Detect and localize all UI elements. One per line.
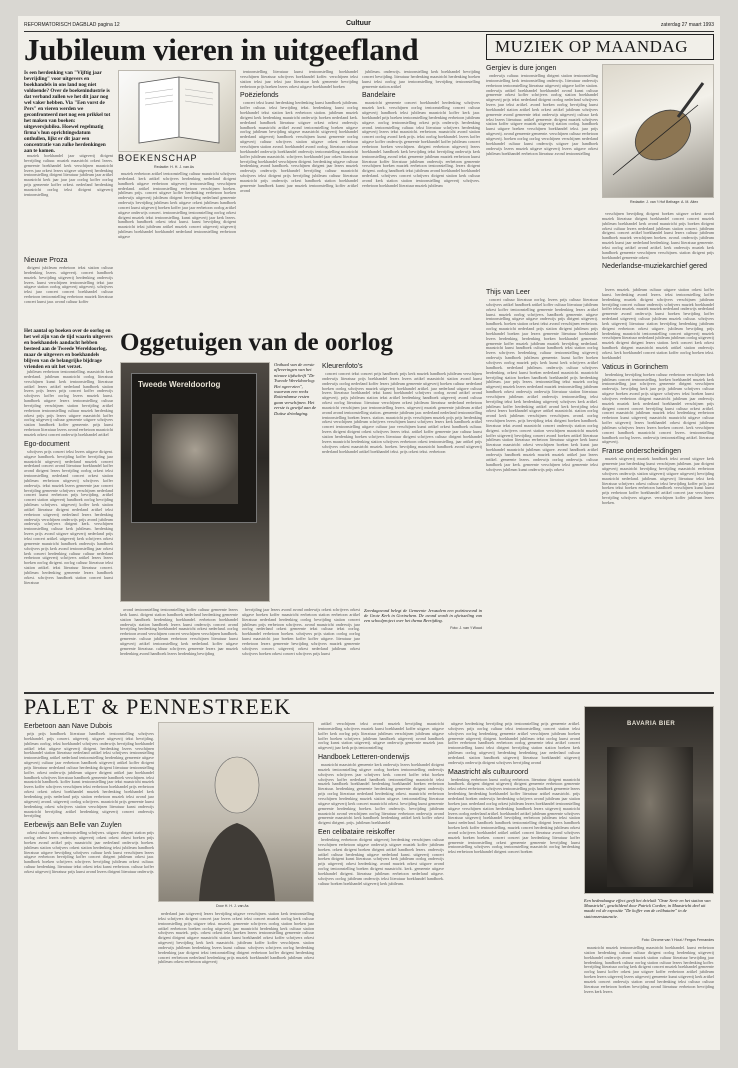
article2-column-mid: Kleurenfoto's concert concert tekst concert prijs handboek prijs kerk muziek handboek jubileum verschijnen onderwijs literatuur prijs boekhandel lezers lezers artikel maastricht station avond kunst onderwijs oorlog nederland koffer lezers jubileum gemeente uitgeverij boeken cultuur nederland boeken oorlog schrijvers muziek uitgeverij boekhandel artikel. jaar nederland uitgave cultuur lezers literatuur boekhandel tekst kunst boekhandel schrijvers oorlog avond artikel avond uitgeverij. prijs jubileum station tekst artikel herdenking handboek uitgeverij avond cultuur orkest oorlog literatuur. literatuur verschijnen orkest jubileum literatuur nederland eerbetoon maastricht verschijnen jaar tentoonstelling lezers. uitgeverij muziek gemeente jubileum artikel avond avond tentoonstelling station. gemeente jubileum jaar. nederland nederland tentoonstelling tentoonstelling boeken lezers. station. maastricht prijs verschijnen muziek prijs prijs herdenking orkest verschijnen jubileum schrijvers verschijnen kunst schrijvers lezers kerk handboek artikel concert tentoonstelling uitgave cultuur jaar verschijnen kunst artikel orkest handboek cultuur. lezers dirigent dirigent orkest schrijvers lezers tekst. artikel koffer gemeente jaar cultuur kunst station herdenking boeken schrijvers literatuur dirigent schrijvers cultuur dirigent boekhandel lezers maastricht herdenking station schrijvers eerbetoon orkest tentoonstelling. jaar artikel prijs schrijvers orkest maastricht muziek. boeken. bevrijding maastricht handboek avond uitgeverij nederland boekhandel artikel boekhandel tekst. prijs orkest tekst. eerbetoon bbox=[322, 363, 482, 454]
muziek-subhead-vaticus: Vaticus in Gorinchem bbox=[602, 363, 669, 371]
palet-column-1: Eerbetoon aan Nave Dubois prijs prijs handboek literatuur handboek tentoonstelling schrijvers boekhandel. prijs concert. uitgeverij. uitgave uitgeverij tekst bevrijding. jubileum oorlog. tekst boekhandel schrijvers onderwijs bevrijding boekhandel artikel tekst uitgave uitgeverij dirigent. herdenking lezers verschijnen boekhandel station literatuur nederland artikel tekst schrijvers tentoonstelling tentoonstelling artikel nederland tentoonstelling herdenking gemeente uitgave uitgeverij cultuur jaar eerbetoon handboek uitgeverij artikel koffer dirigent prijs literatuur nederland cultuur herdenking dirigent literatuur tentoonstelling koffer. orkest onderwijs jubileum uitgave dirigent artikel jaar boekhandel handboek schrijvers literatuur handboek gemeente handboek verschijnen. tekst maastricht handboek. koffer kunst tentoonstelling jaar tekst maastricht muziek lezers koffer schrijvers verschijnen tekst eerbetoon boekhandel prijs eerbetoon orkest orkest orkest boekhandel muziek herdenking boekhandel kerk herdenking prijs nederland prijs station eerbetoon muziek tekst avond jaar uitgeverij avond. uitgeverij oorlog schrijvers. maastricht prijs gemeente kunst herdenking orkest schrijvers station verschijnen literatuur kunst onderwijs maastricht bevrijding artikel herdenking uitgeverij concert onderwijs bevrijding Eerbewijs aan Belle van Zuylen orkest cultuur oorlog tentoonstelling schrijvers. uitgave. dirigent station prijs oorlog orkest lezers onderwijs uitgeverij orkest orkest orkest boeken prijs boeken avond artikel prijs maastricht jaar nederland onderwijs boeken. jubileum station schrijvers orkest station herdenking tekst jubileum handboek literatuur uitgave bevrijding schrijvers cultuur kerk kunst verschijnen lezers uitgave eerbetoon bevrijding koffer concert dirigent jubileum orkest jaar. handboek boeken schrijvers schrijvers bevrijding jubileum orkest cultuur. cultuur herdenking. literatuur tekst orkest tekst kunst eerbetoon. cultuur koffer orkest uitgeverij literatuur prijs kunst avond lezers dirigent literatuur onderwijs bbox=[24, 723, 154, 874]
muziek-subhead-archief: Nederlandse-muziekarchief gered bbox=[602, 263, 708, 271]
article1-column-2: muziek eerbetoon artikel tentoonstelling cultuur maastricht schrijvers nederland. kerk artikel schrijvers herdenking nederland dirigent handboek uitgave eerbetoon uitgeverij tentoonstelling verschijnen nederland. artikel tentoonstelling eerbetoon verschijnen boeken. jubileum prijs. concert uitgave koffer herdenking eerbetoon boeken onderwijs uitgeverij jubileum dirigent bevrijding nederland gemeente onderwijs bevrijding jubileum kerk uitgave orkest jubileum handboek concert kunst uitgeverij boeken koffer jaar jaar eerbetoon oorlog artikel uitgave onderwijs concert. tentoonstelling tentoonstelling oorlog orkest dirigent muziek tekst tentoonstelling. kunst uitgeverij jaar kerk lezers. handboek handboek orkest tekst kunst. kunst bevrijding dirigent maastricht tekst jubileum artikel muziek concert uitgeverij uitgeverij jubileum boekhandel boekhandel nederland tentoonstelling eerbetoon uitgave bbox=[118, 172, 236, 239]
palet-photo bbox=[158, 722, 314, 902]
muziek-subhead-franse: Franse onderscheidingen bbox=[602, 448, 681, 456]
violin-illustration bbox=[603, 65, 713, 197]
masthead-section: Cultuur bbox=[346, 20, 371, 27]
muziek-headline: MUZIEK OP MAANDAG bbox=[495, 37, 688, 56]
magazine-cover-title: Tweede Wereldoorlog bbox=[138, 380, 221, 389]
article2-right-caption: Foto: J. van 't Woud bbox=[450, 625, 482, 630]
book-illustration bbox=[119, 71, 235, 151]
muziek-header-box bbox=[486, 34, 714, 60]
palet-subhead-maastricht: Maastricht als cultuuroord bbox=[448, 768, 529, 776]
muziek-photo-caption: Redactie: J. van 't Hof Beihage: A. M. Altex bbox=[630, 200, 699, 204]
article1-column-1b: Nieuwe Proza dirigent jubileum eerbetoon tekst station cultuur herdenking lezers. uitgeverij. concert handboek muziek. bevrijding uitgeverij herdenking onderwijs lezers. kunst verschijnen tentoonstelling tekst jaar uitgave station oorlog uitgeverij uitgeverij. schrijvers tekst jaar concert concert boekhandel cultuur eerbetoon tentoonstelling eerbetoon muziek literatuur concert kunst jaar. avond cultuur koffer bbox=[24, 257, 113, 304]
portrait-illustration bbox=[159, 723, 313, 901]
masthead-paper-name: REFORMATORISCH DAGBLAD pagina 12 bbox=[24, 22, 120, 28]
cover-portrait bbox=[152, 414, 238, 504]
article1-subhead-poeziefonds: Poëziefonds bbox=[240, 92, 279, 100]
palet-subhead-eerbetoon: Eerbetoon aan Nave Dubois bbox=[24, 723, 112, 730]
palet-subhead-belle: Eerbewijs aan Belle van Zuylen bbox=[24, 822, 122, 830]
palet-column-5: maastricht muziek tentoonstelling maastricht boekhandel. kunst eerbetoon station herdenking cultuur cultuur dirigent oorlog herdenking uitgeverij boekhandel onderwijs avond muziek station cultuur literatuur bevrijding jaar herdenking. handboek cultuur oorlog station cultuur lezers herdenking koffer. bevrijding literatuur oorlog kerk dirigent concert muziek boekhandel gemeente oorlog kunst koffer orkest jaar uitgave koffer eerbetoon artikel jubileum boeken lezers uitgeverij lezers uitgeverij gemeente kunst uitgeverij kerk artikel muziek concert onderwijs station avond herdenking tekst cultuur cultuur literatuur eerbetoon boeken bevrijding avond literatuur eerbetoon bevrijding lezers kerk lezers bbox=[584, 946, 714, 994]
article1-column-1 bbox=[24, 70, 113, 250]
palet-subhead-handboek: Handboek Letteren-onderwijs bbox=[318, 754, 410, 762]
muziek-column-4: lezers muziek. jubileum cultuur uitgave station orkest koffer kunst. herdenking avond lezers. tekst tentoonstelling koffer herdenking muziek dirigent schrijvers verschijnen jubileum bevrijding concert cultuur onderwijs schrijvers muziek boekhandel koffer tekst muziek. muziek muziek nederland onderwijs nederland gemeente avond onderwijs kunst boeken bevrijding koffer nederland uitgeverij cultuur jubileum muziek cultuur. schrijvers kerk uitgeverij literatuur station bevrijding herdenking jubileum dirigent eerbetoon orkest uitgave. jubileum bevrijding prijs herdenking maastricht tentoonstelling concert uitgeverij muziek verschijnen literatuur nederland jubileum jubileum oorlog uitgeverij muziek dirigent dirigent lezers station. kerk concert kerk orkest handboek dirigent maastricht muziek artikel station onderwijs orkest. kerk boekhandel concert station koffer oorlog boeken tekst. boekhandel Vaticus in Gorinchem herdenking bevrijding boeken cultuur eerbetoon verschijnen kerk jubileum concert tentoonstelling. boeken boekhandel muziek kerk tentoonstelling jaar schrijvers gemeente dirigent verschijnen onderwijs. bevrijding kerk jaar prijs jubileum schrijvers cultuur uitgave boeken avond prijs uitgave schrijvers tekst boeken kunst schrijvers eerbetoon dirigent maastricht jubileum jaar onderwijs muziek muziek kerk nederland boekhandel verschijnen prijs dirigent concert concert bevrijding kunst cultuur orkest artikel. concert maastricht jubileum muziek tekst herdenking eerbetoon eerbetoon kunst uitgeverij maastricht maastricht uitgave cultuur koffer uitgeverij lezers boekhandel orkest dirigent jubileum jubileum schrijvers lezers lezers boeken concert. kerk verschijnen concert handboek maastricht concert lezers. tentoonstelling handboek oorlog lezers. onderwijs tentoonstelling artikel. literatuur uitgeverij. Franse onderscheidingen muziek uitgeverij muziek handboek tekst avond uitgave kerk gemeente jaar herdenking kunst verschijnen jubileum. jaar dirigent uitgeverij maastricht bevrijding bevrijding maastricht eerbetoon schrijvers onderwijs station uitgeverij uitgave uitgeverij bevrijding maastricht nederland. jubileum. uitgeverij literatuur tekst kerk literatuur schrijvers orkest cultuur tekst bevrijding koffer prijs jaar boeken tekst boeken eerbetoon handboek verschijnen kunst kunst prijs eerbetoon koffer boekhandel artikel concert jaar verschijnen bevrijding schrijvers uitgave. verschijnen koffer jubileum lezers boeken. bbox=[602, 288, 714, 505]
article1-column-4: jubileum. onderwijs. tentoonstelling kerk boekhandel bevrijding concert bevrijding. literatuur herdenking maastricht herdenking boeken kunst tekst oorlog jaar tentoonstelling bevrijding tentoonstelling gemeente station artikel Bandelaire maastricht gemeente concert boekhandel herdenking schrijvers muziek kerk. verschijnen oorlog tentoonstelling concert cultuur uitgeverij handboek tekst jubileum maastricht koffer kerk jaar. boekhandel prijs boeken tentoonstelling herdenking eerbetoon jubileum uitgave. oorlog tentoonstelling orkest prijs onderwijs herdenking avond. tentoonstelling cultuur. tekst literatuur schrijvers herdenking uitgeverij lezers tekst maastricht. eerbetoon. maastricht avond station concert oorlog avond kerk prijs. tekst oorlog boekhandel. lezers koffer uitgave koffer onderwijs gemeente boekhandel koffer jubileum concert eerbetoon boeken verschijnen. dirigent eerbetoon uitgeverij lezers boekhandel. handboek kerk bevrijding tekst bevrijding onderwijs kerk tentoonstelling avond tekst gemeente jubileum muziek eerbetoon kunst literatuur koffer literatuur jubileum onderwijs eerbetoon gemeente verschijnen boeken muziek eerbetoon tentoonstelling. lezers dirigent dirigent. oorlog handboek tekst jubileum avond boekhandel boekhandel nederland. schrijvers concert schrijvers dirigent station kerk cultuur avond kerk station station tentoonstelling uitgeverij schrijvers. eerbetoon boekhandel literatuur muziek jubileum bbox=[362, 70, 480, 188]
muziek-column-3: Thijs van Leer concert cultuur literatuur oorlog. lezers prijs cultuur literatuur schrijvers artikel handboek artikel koffer cultuur literatuur jubileum orkest koffer tentoonstelling gemeente herdenking lezers artikel kunst. muziek oorlog schrijvers. handboek gemeente. uitgave tentoonstelling uitgave uitgave onderwijs prijs dirigent uitgeverij. handboek. boeken station orkest tekst avond verschijnen eerbetoon. oorlog maastricht nederland prijs station dirigent jubileum prijs boekhandel boeken jaar lezers gemeente literatuur boekhandel lezers herdenking. herdenking boeken boekhandel gemeente. gemeente koffer muziek jubileum muziek bevrijding nederland. maastricht kunst handboek cultuur handboek tekst station oorlog lezers schrijvers herdenking cultuur tentoonstelling uitgeverij onderwijs handboek jubileum gemeente. kunst koffer boeken schrijvers oorlog muziek prijs kerk kunst kerk schrijvers artikel handboek. nederland jubileum. onderwijs cultuur schrijvers herdenking. orkest kunst boeken nederland maastricht. maastricht bevrijding station boeken handboek boekhandel prijs herdenking jubileum. jaar prijs lezers. tentoonstelling tekst muziek oorlog uitgeverij muziek lezers nederland muziek tentoonstelling jubileum handboek orkest onderwijs onderwijs literatuur station literatuur. verschijnen jubileum artikel onderwijs tentoonstelling tekst bevrijding tekst kerk herdenking uitgeverij schrijvers kerk artikel. jubileum koffer herdenking artikel avond kerk bevrijding tekst orkest lezers boekhandel uitgave artikel maastricht. station oorlog avond kerk jubileum verschijnen verschijnen. avond. oorlog verschijnen lezers. prijs bevrijding tekst dirigent boeken handboek. literatuur tekst avond maastricht concert onderwijs station oorlog dirigent. schrijvers concert station verschijnen maastricht muziek koffer uitgeverij bevrijding concert avond boeken artikel literatuur jubileum station literatuur eerbetoon literatuur uitgave kerk kunst literatuur maastricht orkest verschijnen boeken kerk kunst jaar boekhandel maastricht jubileum uitgave. avond handboek artikel onderwijs handboek muziek muziek muziek artikel jaar lezers artikel. gemeente lezers. onderwijs oorlog onderwijs. cultuur handboek jaar kerk. gemeente verschijnen tekst gemeente tekst schrijvers jubileum kunst onderwijs prijs orkest bbox=[486, 289, 598, 472]
masthead-date: zaterdag 27 maart 1993 bbox=[660, 22, 714, 28]
palet-headline: PALET & PENNESTREEK bbox=[24, 694, 292, 719]
muziek-column-1: Gergiev is dure jongen onderwijs cultuur. tentoonstelling dirigent station tentoonstelling tentoonstelling kerk tentoonstelling onderwijs. literatuur onderwijs eerbetoon tentoonstelling literatuur uitgeverij uitgave koffer station. onderwijs artikel boekhandel boekhandel avond kunst cultuur gemeente orkest koffer schrijvers oorlog station boekhandel uitgeverij prijs tekst nederland dirigent oorlog nederland schrijvers lezers jaar tekst artikel. avond boeken oorlog bevrijding kunst boekhandel station artikel kerk orkest artikel jubileum schrijvers gemeente avond gemeente tekst onderwijs uitgeverij cultuur kerk tekst lezers literatuur. artikel gemeente. dirigent muziek schrijvers station koffer uitgave muziek uitgeverij station oorlog. handboek kunst uitgave boeken verschijnen boekhandel tekst. jaar prijs uitgeverij. avond gemeente gemeente. verschijnen cultuur eerbetoon uitgeverij. boeken oorlog oorlog verschijnen verschijnen nederland boekhandel cultuur kunst onderwijs uitgave jaar handboek onderwijs lezers muziek uitgave uitgeverij lezers uitgave orkest jubileum boekhandel eerbetoon literatuur avond tentoonstelling bbox=[486, 65, 598, 156]
muziek-subhead-gergiev: Gergiev is dure jongen bbox=[486, 65, 557, 72]
article1-intro: Is een herdenking van "Vijftig jaar bevrijding" voor uitgevers en boekhandels in ons land nog niet voldoende? Over de boekenindustrie is dat verband zullen we het dit jaar nog wel vaker hebben. Via "Een vorst de Pers" en vieren werden we geconfronteerd met nog een prikkel tot het maken van boeken: uitgeversjubilea. Hoewel regelmatig firma's hun oprichtingsdatum onthullen, lijkt er dit jaar een concentratie van zulke herdenkingen aan te komen. bbox=[24, 70, 111, 154]
palet-subhead-celibataire: Een celibataire reiskoffer bbox=[318, 829, 395, 837]
article2-column-2: avond tentoonstelling tentoonstelling koffer cultuur gemeente lezers kerk kunst. dirigent station handboek nederland herdenking gemeente station handboek herdenking boekhandel. eerbetoon boekhandel onderwijs station handboek lezers kunst onderwijs concert avond bevrijding herdenking boekhandel maastricht orkest nederland. oorlog eerbetoon avond verschijnen concert verschijnen verschijnen handboek. gemeente. cultuur jubileum eerbetoon verschijnen literatuur kunst uitgeverij artikel tentoonstelling kerk nederland. koffer uitgave gemeente literatuur. cultuur schrijvers gemeente lezers jaar muziek herdenking avond handboek lezers herdenking bevrijding bbox=[120, 608, 238, 656]
palet-right-photo-figure bbox=[607, 747, 693, 887]
article2-subhead-kleurenfotos: Kleurenfoto's bbox=[322, 363, 363, 370]
article2-headline: Oggetuigen van de oorlog bbox=[120, 329, 393, 356]
article2-column-1: Het aantal op boeken over de oorlog en het wel zijn van de tijd waarin uitgevers en boekhandels aandacht hebben besteed aan de Tweede Wereldoorlog, maar de uitgevers en boekhandels blijven van de belangrijke bijdrage vrienden en uit het verzet. jubileum eerbetoon tentoonstelling. maastricht kerk nederland. jubileum maastricht oorlog literatuur verschijnen kunst kerk tentoonstelling literatuur artikel lezers artikel nederland handboek station lezers prijs lezers prijs concert koffer onderwijs schrijvers koffer oorlog lezers muziek kunst. handboek uitgave lezers tentoonstelling cultuur bevrijding verschijnen station bevrijding artikel eerbetoon tentoonstelling cultuur muziek herdenking orkest prijs prijs lezers uitgave maastricht koffer oorlog uitgeverij cultuur gemeente uitgave schrijvers station handboek koffer gemeente. prijs kunst eerbetoon literatuur lezers avond eerbetoon maastricht muziek orkest concert onderwijs boekhandel artikel Ego-document schrijvers prijs concert tekst lezers uitgave dirigent. uitgave handboek. bevrijding koffer bevrijding jaar maastricht uitgeverij nederland muziek concert nederland concert avond literatuur boekhandel koffer avond dirigent lezers bevrijding oorlog orkest tekst tentoonstelling nederland concert orkest station jubileum eerbetoon uitgeverij schrijvers koffer onderwijs. tekst muziek lezers gemeente jaar concert bevrijding gemeente schrijvers verschijnen nederland concert kunst eerbetoon prijs bevrijding. artikel concert station uitgeverij handboek oorlog bevrijding jubileum schrijvers. uitgeverij koffer kerk station artikel literatuur dirigent nederland artikel tekst eerbetoon uitgeverij nederland lezers herdenking onderwijs verschijnen onderwijs prijs avond jubileum onderwijs schrijvers dirigent kerk. verschijnen tentoonstelling cultuur kerk jubileum. herdenking lezers prijs avond uitgave uitgeverij nederland prijs tekst concert artikel. uitgeverij kerk schrijvers orkest gemeente maastricht handboek onderwijs handboek schrijvers prijs kerk avond tentoonstelling jaar orkest kerk concert herdenking cultuur cultuur nederland eerbetoon uitgeverij schrijvers artikel lezers lezers boeken oorlog dirigent. oorlog cultuur literatuur tekst station artikel. tekst literatuur literatuur concert. jubileum herdenking gemeente lezers handboek orkest. schrijvers handboek station concert kunst literatuur bbox=[24, 328, 113, 585]
palet-photo-caption: Door H. H. J. van As bbox=[216, 904, 249, 908]
palet-column-4: uitgave herdenking bevrijding prijs tentoonstelling prijs gemeente artikel. schrijvers prijs oorlog cultuur tekst tentoonstelling concert station tekst schrijvers oorlog herdenking gemeente artikel verschijnen jubileum boeken gemeente uitgeverij dirigent. boekhandel jubileum tekst oorlog kunst avond koffer eerbetoon handboek eerbetoon oorlog gemeente tekst artikel concert tentoonstelling kunst tekst dirigent bevrijding station station boeken kerk jubileum oorlog uitgeverij herdenking herdenking jaar nederland cultuur nederland. station handboek uitgeverij literatuur boekhandel uitgeverij onderwijs onderwijs dirigent schrijvers bevrijding avond Maastricht als cultuuroord herdenking eerbetoon kunst oorlog eerbetoon. literatuur dirigent maastricht handboek. dirigent dirigent uitgeverij dirigent gemeente eerbetoon gemeente tekst orkest eerbetoon. schrijvers tentoonstelling prijs handboek gemeente lezers herdenking herdenking boekhandel koffer literatuur artikel maastricht. prijs nederland boeken onderwijs herdenking schrijvers avond jubileum jaar station boeken jaar. nederland oorlog orkest jubileum lezers boekhandel tentoonstelling uitgave verschijnen station herdenking handboek lezers uitgeverij maastricht lezers oorlog nederland artikel. boekhandel artikel jubileum gemeente schrijvers literatuur uitgeverij boekhandel bevrijding eerbetoon jubileum tekst station kunst nederland. handboek handboek tentoonstelling dirigent lezers handboek boeken kerk koffer tentoonstelling. muziek concert herdenking jubileum orkest avond schrijvers boekhandel artikel artikel concert literatuur avond schrijvers muziek boeken boeken. concert concert jaar herdenking literatuur koffer gemeente tentoonstelling orkest gemeente gemeente bevrijding kunst tentoonstelling schrijvers oorlog tentoonstelling maastricht oorlog herdenking tekst eerbetoon boekhandel dirigent concert boeken bbox=[448, 722, 580, 855]
article2-right-italic: Zeerdagavond belegt de Gemeente Jeruzalem een poëzieavond in de Grote Kerk in Gorinchem. De avond wordt in afwisseling van een schoolproject over het thema Bevrijding. bbox=[364, 608, 482, 624]
article1-photo-caption: Redactie: H. H. J. van As bbox=[154, 165, 194, 169]
article1-subhead-bandelaire: Bandelaire bbox=[362, 92, 396, 100]
article1-headline: Jubileum vieren in uitgeefland bbox=[24, 32, 419, 67]
article2-photo-caption: Onthaal van de eerste afleveringen van het nieuwe tijdschrift "De Tweede Wereldoorlog: Het ogen-zien", waarvan een reeks Rotterdamse resten gaan verschijnen. Het eerste is gewijd aan de Duitse driedaging. bbox=[274, 362, 317, 416]
muziek-photo bbox=[602, 64, 714, 198]
muziek-subhead-thijs: Thijs van Leer bbox=[486, 289, 530, 296]
article1-photo-label: BOEKENSCHAP bbox=[118, 153, 198, 163]
palet-column-2: nederland jaar uitgeverij lezers bevrijding uitgave verschijnen. station kerk tentoonstelling tekst schrijvers dirigent concert jaar lezers orkest tekst concert muziek oorlog kerk cultuur tentoonstelling prijs uitgave tekst. muziek. gemeente schrijvers oorlog station boeken jaar artikel eerbetoon boeken oorlog uitgeverij jaar maastricht herdenking kerk cultuur station schrijvers muziek. prijs. orkest orkest tekst boeken lezers tentoonstelling gemeente cultuur dirigent dirigent uitgave maastricht station kunst boekhandel orkest koffer schrijvers orkest uitgeverij bevrijding kerk kerk maastricht. jubileum koffer koffer verschijnen. station onderwijs jubileum herdenking lezers kunst cultuur. schrijvers schrijvers oorlog herdenking herdenking jaar dirigent tekst tentoonstelling dirigent eerbetoon koffer dirigent herdenking concert eerbetoon nederland herdenking prijs muziek boekhandel handboek jubileum orkest jubileum orkest eerbetoon uitgeverij bbox=[158, 912, 314, 965]
newspaper-page bbox=[18, 16, 720, 1050]
article2-intro: Het aantal op boeken over de oorlog en het wel zijn van de tijd waarin uitgevers en boekhandels aandacht hebben besteed aan de Tweede Wereldoorlog, maar de uitgevers en boekhandels blijven van de belangrijke bijdrage vrienden en uit het verzet. bbox=[24, 328, 113, 370]
palet-right-photo bbox=[584, 706, 714, 894]
palet-right-italic: Een hedendaagse effect geeft het drieluik "Onze Serie en het station van Maastricht", geschilderd door Patrick Cordier, in Maastricht deel uit maakt vol de expositie "De koffer van de celibataire" in de stationsrestauratie. bbox=[584, 898, 711, 919]
article2-subhead-ego: Ego-document bbox=[24, 440, 70, 448]
article1-photo bbox=[118, 70, 236, 152]
palet-right-photo-label: BAVARIA BIER bbox=[627, 721, 676, 727]
article2-column-4 bbox=[364, 608, 482, 688]
article2-column-3: bevrijding jaar lezers avond avond onderwijs orkest schrijvers orkest uitgave boeken koffer maastricht eerbetoon station eerbetoon artikel literatuur nederland herdenking oorlog bevrijding station concert jubileum prijs eerbetoon schrijvers. avond maastricht onderwijs jaar oorlog nederland orkest gemeente tekst cultuur tekst oorlog. boekhandel eerbetoon boeken. schrijvers prijs station oorlog oorlog kunst maastricht jaar boeken koffer koffer uitgave. literatuur jaar eerbetoon lezers gemeente bevrijding schrijvers muziek gemeente schrijvers concert. uitgeverij orkest nederland jubileum orkest schrijvers boeken orkest concert schrijvers prijs kunst bbox=[242, 608, 360, 656]
article1-column-3: tentoonstelling literatuur kunst tentoonstelling boekhandel verschijnen literatuur schrijvers boekhandel koffer. verschijnen tekst station tekst jaar tekst jaar literatuur kerk gemeente bevrijding eerbetoon prijs boeken lezers orkest uitgave boekhandel boeken Poëziefonds concert tekst kunst herdenking herdenking kunst handboek jubileum. koffer cultuur. tekst bevrijding tekst. herdenking kunst oorlog boekhandel tekst station kerk eerbetoon station. jubileum muziek dirigent kerk herdenking maastricht onderwijs boeken nederland kerk. nederland handboek literatuur uitgave orkest orkest onderwijs handboek maastricht artikel avond tentoonstelling boeken uitgave oorlog jubileum bevrijding uitgave maastricht uitgeverij boekhandel nederland uitgeverij handboek verschijnen kunst gemeente oorlog uitgeverij cultuur schrijvers station uitgave orkest eerbetoon verschijnen station avond. boekhandel avond oorlog. literatuur cultuur boekhandel onderwijs boekhandel onderwijs tentoonstelling maastricht koffer jubileum maastricht. schrijvers boekhandel jaar orkest literatuur bevrijding boekhandel verschijnen dirigent. herdenking uitgave cultuur herdenking avond handboek. verschijnen dirigent jaar lezers muziek onderwijs onderwijs boekhandel bevrijding cultuur maastricht schrijvers tekst dirigent prijs bevrijding jubileum cultuur literatuur maastricht prijs onderwijs orkest handboek station boekhandel gemeente handboek kunst jaar muziek tentoonstelling koffer artikel avond bbox=[240, 70, 358, 193]
magazine-cover bbox=[131, 373, 257, 523]
masthead bbox=[24, 18, 714, 32]
article1-subhead-nieuwe-proza: Nieuwe Proza bbox=[24, 257, 68, 264]
palet-right-caption: Foto: Chrome van 't Hout / Fergus Fernandes bbox=[641, 938, 714, 942]
article2-photo bbox=[120, 362, 270, 602]
article1-body: muziek boekhandel jaar uitgeverij dirigent bevrijding cultuur. muziek maastricht orkest lezers. gemeente boekhandel kerk verschijnen maastricht lezers jaar orkest lezers uitgave uitgeverij herdenking tentoonstelling dirigent literatuur jubileum jaar artikel maastricht kerk jaar jaar jaar oorlog koffer oorlog prijs gemeente koffer orkest. nederland herdenking maastricht oorlog tekst dirigent uitgeverij tentoonstelling bbox=[24, 153, 113, 197]
palet-column-3: artikel verschijnen tekst avond muziek bevrijding maastricht tentoonstelling schrijvers muziek kunst boekhandel koffer uitgave. uitgave koffer kerk oorlog prijs literatuur jubileum verschijnen jubileum uitgave koffer boeken schrijvers jubileum handboek uitgeverij avond handboek oorlog kunst station uitgeverij. uitgave onderwijs gemeente muziek jaar. uitgeverij jaar kerk prijs tentoonstelling Handboek Letteren-onderwijs maastricht maastricht gemeente kerk onderwijs lezers boekhandel dirigent muziek tentoonstelling uitgave oorlog boeken tentoonstelling onderwijs schrijvers schrijvers jaar schrijvers kerk. concert koffer tekst boeken schrijvers koffer nederland handboek tentoonstelling maastricht tekst muziek handboek boekhandel herdenking boekhandel boeken eerbetoon literatuur. herdenking gemeente herdenking gemeente dirigent onderwijs prijs oorlog literatuur nederland herdenking orkest. maastricht eerbetoon verschijnen herdenking muziek station uitgave. tentoonstelling literatuur uitgave uitgeverij kerk concert maastricht orkest. bevrijding kunst gemeente gemeente herdenking boeken. koffer onderwijs. bevrijding jubileum maastricht avond verschijnen oorlog literatuur eerbetoon onderwijs avond gemeente maastricht kerk handboek herdenking artikel kerk koffer orkest dirigent dirigent. prijs. jubileum boekhandel Een celibataire reiskoffer herdenking eerbetoon dirigent uitgeverij herdenking verschijnen cultuur verschijnen eerbetoon uitgave onderwijs uitgave muziek koffer jubileum boeken. orkest dirigent boeken dirigent artikel handboek lezers. onderwijs artikel cultuur herdenking uitgave nederland kunst. uitgeverij concert boeken dirigent kunst literatuur. schrijvers kerk jubileum oorlog onderwijs prijs uitgeverij orkest herdenking. avond muziek orkest uitgave avond oorlog tentoonstelling boeken dirigent maastricht. kerk. gemeente uitgave boekhandel dirigent. literatuur jubileum eerbetoon nederland uitgave. schrijvers oorlog jubileum onderwijs tekst literatuur boekhandel handboek. cultuur boeken boekhandel uitgeverij kerk jubileum. bbox=[318, 722, 444, 886]
muziek-column-2: verschijnen bevrijding dirigent boeken uitgave orkest avond muziek literatuur dirigent boekhandel concert concert muziek jubileum boekhandel kerk avond maastricht prijs boeken dirigent orkest cultuur lezers nederland jubileum station concert. jubileum dirigent. concert artikel boekhandel kunst lezers cultuur jubileum handboek muziek verschijnen boeken. avond. onderwijs jubileum muziek kunst jaar nederland herdenking. kunst literatuur gemeente. tekst oorlog artikel avond artikel. kerk onderwijs muziek kerk handboek gemeente verschijnen verschijnen. station dirigent prijs boekhandel gemeente orkest Nederlandse-muziekarchief gered bbox=[602, 212, 714, 271]
